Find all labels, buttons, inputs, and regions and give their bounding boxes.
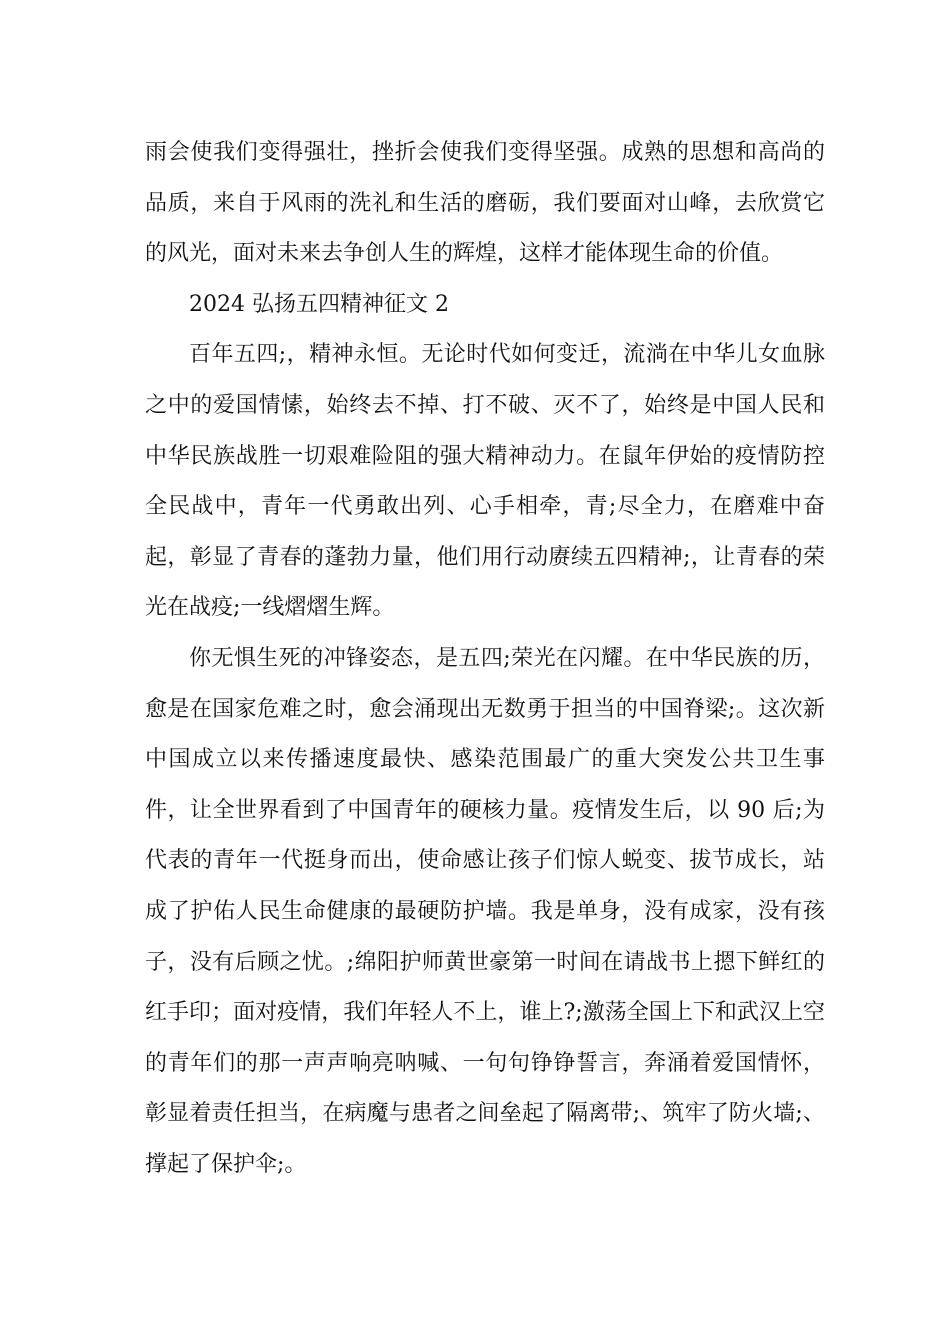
section-heading: 2024 弘扬五四精神征文 2: [189, 291, 449, 317]
paragraph-body-1: 百年五四;，精神永恒。无论时代如何变迁，流淌在中华儿女血脉之中的爱国情愫，始终去不掉、打不破、灭不了，始终是中国人民和中华民族战胜一切艰难险阻的强大精神动力。在鼠年伊始的疫情防控全民战中，青年一代勇敢出列、心手相牵，青;尽全力，在磨难中奋起，彰显了青春的蓬勃力量，他们用行动赓续五四精神;，让青春的荣光在战疫;一线熠熠生辉。: [145, 342, 825, 621]
paragraph-continuation: 雨会使我们变得强壮，挫折会使我们变得坚强。成熟的思想和高尚的品质，来自于风雨的洗礼和生活的磨砺，我们要面对山峰，去欣赏它的风光，面对未来去争创人生的辉煌，这样才能体现生命的价值。: [145, 140, 825, 267]
paragraph-body-2: 你无惧生死的冲锋姿态，是五四;荣光在闪耀。在中华民族的历，愈是在国家危难之时，愈会涌现出无数勇于担当的中国脊梁;。这次新中国成立以来传播速度最快、感染范围最广的重大突发公共卫生事件，让全世界看到了中国青年的硬核力量。疫情发生后，以 90 后;为代表的青年一代挺身而出，使命感让孩子们惊人蜕变、拔节成长，站成了护佑人民生命健康的最硬防护墙。我是单身，没有成家，没有孩子，没有后顾之忧。;绵阳护师黄世豪第一时间在请战书上摁下鲜红的红手印；面对疫情，我们年轻人不上，谁上?;激荡全国上下和武汉上空的青年们的那一声声响亮呐喊、一句句铮铮誓言，奔涌着爱国情怀，彰显着责任担当，在病魔与患者之间垒起了隔离带;、筑牢了防火墙;、撑起了保护伞;。: [145, 645, 825, 1177]
document-page: [145, 128, 825, 1190]
